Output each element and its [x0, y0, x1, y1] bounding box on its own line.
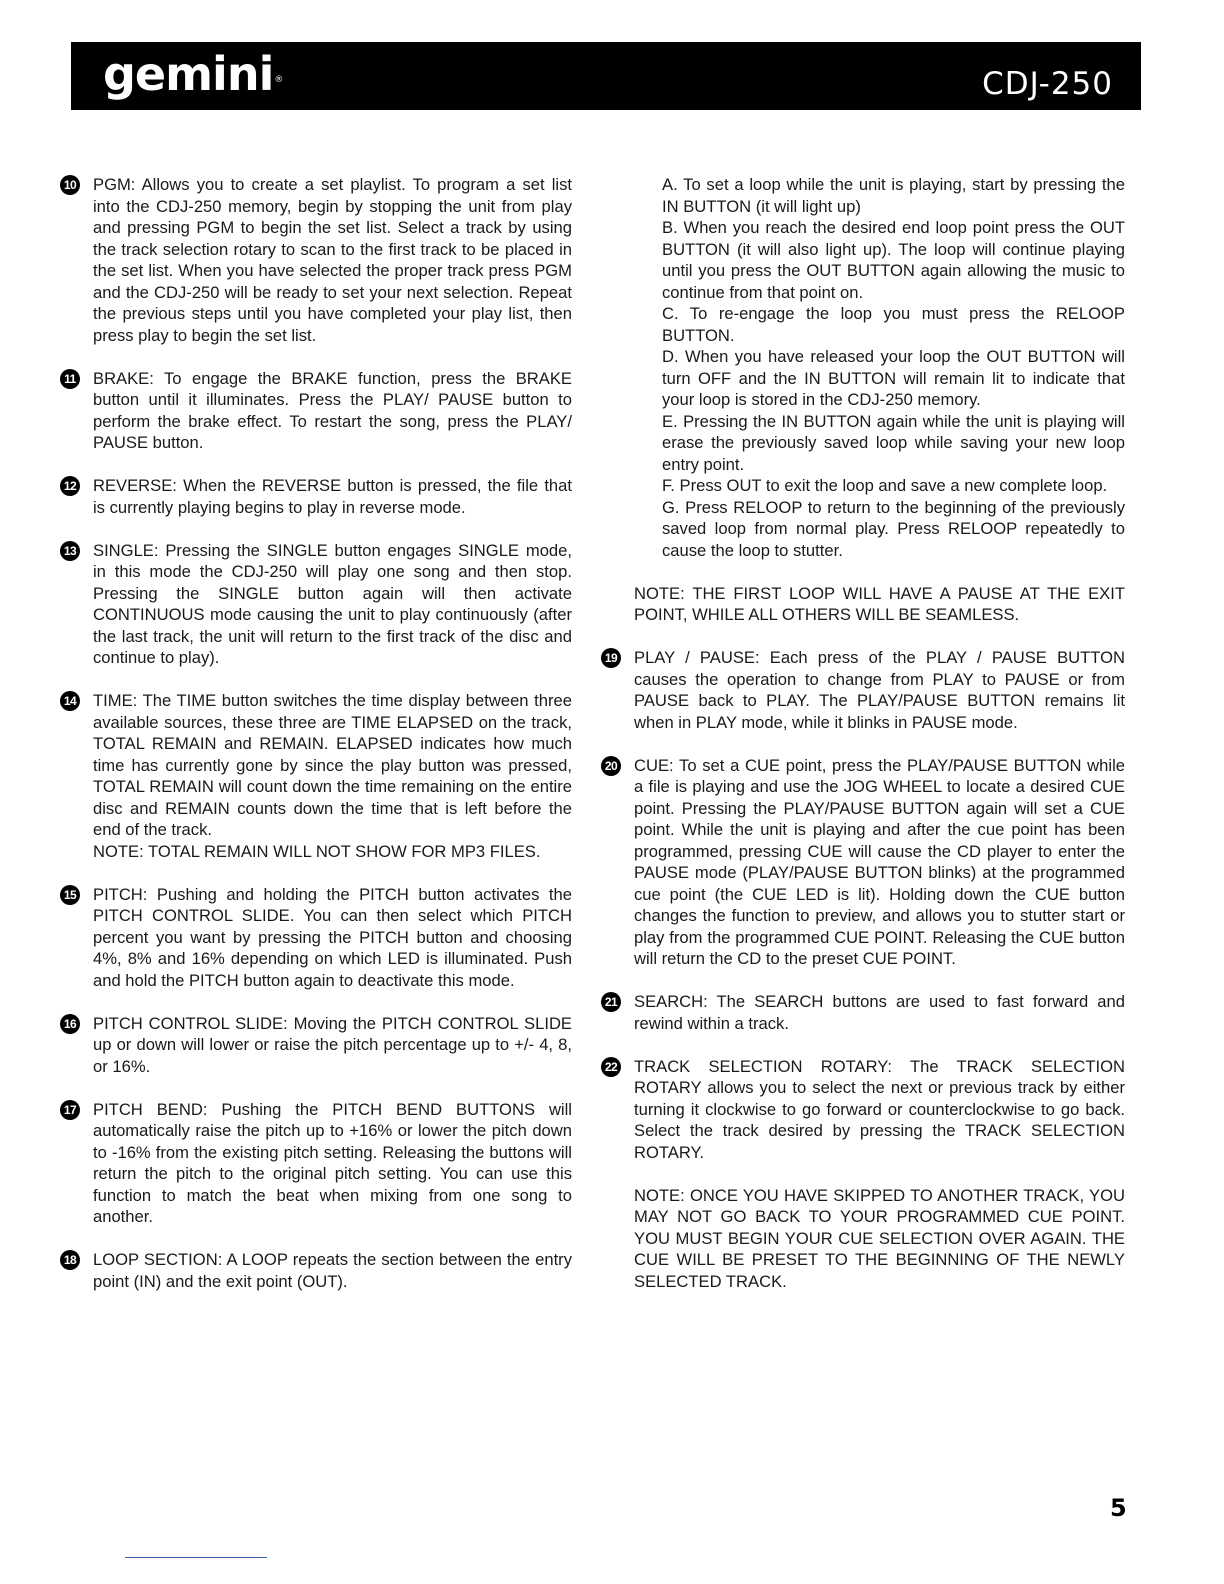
loop-step: A. To set a loop while the unit is playing, start by pressing the IN BUTTON (it will light up): [662, 175, 1125, 216]
loop-steps: [601, 174, 1125, 561]
item-text: CUE: To set a CUE point, press the PLAY/PAUSE BUTTON while a file is playing and use the JOG WHEEL to locate a desired CUE point. Pressing the PLAY/PAUSE BUTTON again will set a CUE point. While the unit is playing and after the cue point has been programmed, pressing CUE will cause the CD player to enter the PAUSE mode (PLAY/PAUSE BUTTON blinks) at the programmed cue point (the CUE LED is lit). Holding down the CUE button changes the function to preview, and allows you to stutter start or play from the programmed CUE POINT. Releasing the CUE button will return the CD to the preset CUE POINT.: [634, 755, 1125, 968]
item-number-badge: 19: [601, 648, 621, 668]
item-number-badge: 21: [601, 992, 621, 1012]
loop-step: C. To re-engage the loop you must press the RELOOP BUTTON.: [662, 304, 1125, 345]
item-number-badge: 14: [60, 691, 80, 711]
left-column: [60, 174, 572, 1314]
item-number-badge: 17: [60, 1100, 80, 1120]
item-text: PGM: Allows you to create a set playlist. To program a set list into the CDJ-250 memory, begin by stopping the unit from play and pressing PGM to begin the set list. Select a track by using the track selection rotary to scan to the first track to be placed in the set list. When you have selected the proper track press PGM and the CDJ-250 will be ready to set your next selection. Repeat the previous steps until you have completed your play list, then press play to begin the set list.: [93, 175, 572, 345]
loop-step: G. Press RELOOP to return to the beginning of the previously saved loop from normal play. Press RELOOP repeatedly to cause the loop to stutter.: [662, 497, 1125, 560]
feature-item: [60, 1099, 572, 1228]
item-note: NOTE: TOTAL REMAIN WILL NOT SHOW FOR MP3 FILES.: [93, 841, 541, 861]
item-text: REVERSE: When the REVERSE button is pressed, the file that is currently playing begins to play in reverse mode.: [93, 476, 572, 517]
item-text: BRAKE: To engage the BRAKE function, press the BRAKE button until it illuminates. Press the PLAY/ PAUSE button to perform the brake effect. To restart the song, press the PLAY/ PAUSE button.: [93, 368, 572, 452]
loop-step: F. Press OUT to exit the loop and save a new complete loop.: [662, 476, 1108, 495]
feature-item: [601, 647, 1125, 733]
feature-item: [601, 991, 1125, 1034]
feature-item: [60, 690, 572, 862]
loop-note-text: NOTE: THE FIRST LOOP WILL HAVE A PAUSE AT THE EXIT POINT, WHILE ALL OTHERS WILL BE SEAMLESS.: [634, 583, 1125, 624]
item-text: PITCH: Pushing and holding the PITCH button activates the PITCH CONTROL SLIDE. You can then select which PITCH percent you want by pressing the PITCH button and choosing 4%, 8% and 16% depending on which LED is illuminated. Push and hold the PITCH button again to deactivate this mode.: [93, 884, 572, 990]
item-number-badge: 16: [60, 1014, 80, 1034]
loop-step: D. When you have released your loop the OUT BUTTON will turn OFF and the IN BUTTON will remain lit to indicate that your loop is stored in the CDJ-250 memory.: [662, 347, 1125, 409]
feature-item: [60, 174, 572, 346]
feature-item: [60, 1249, 572, 1292]
item-text: SINGLE: Pressing the SINGLE button engages SINGLE mode, in this mode the CDJ-250 will play one song and then stop. Pressing the SINGLE button again will then activate CONTINUOUS mode causing the unit to play continuously (after the last track, the unit will return to the first track of the disc and continue to play).: [93, 540, 572, 667]
loop-step: E. Pressing the IN BUTTON again while the unit is playing will erase the previously saved loop while saving your new loop entry point.: [662, 411, 1125, 474]
model-name: CDJ-250: [982, 66, 1113, 102]
item-text: TRACK SELECTION ROTARY: The TRACK SELECTION ROTARY allows you to select the next or previous track by either turning it clockwise to go forward or counterclockwise to go back. Select the track desired by pressing the TRACK SELECTION ROTARY.: [634, 1056, 1125, 1162]
feature-item: [60, 368, 572, 454]
feature-item: [60, 475, 572, 518]
item-number-badge: 10: [60, 175, 80, 195]
loop-step: B. When you reach the desired end loop point press the OUT BUTTON (it will also light up). The loop will continue playing until you press the OUT BUTTON again allowing the music to continue from that point on.: [662, 218, 1125, 302]
brand-name: gemini: [103, 47, 274, 101]
item-text: SEARCH: The SEARCH buttons are used to fast forward and rewind within a track.: [634, 992, 1125, 1033]
trademark-symbol: ®: [274, 75, 283, 85]
item-number-badge: 20: [601, 756, 621, 776]
final-note: [601, 1185, 1125, 1293]
item-number-badge: 22: [601, 1057, 621, 1077]
final-note-text: NOTE: ONCE YOU HAVE SKIPPED TO ANOTHER TRACK, YOU MAY NOT GO BACK TO YOUR PROGRAMMED CUE POINT. YOU MUST BEGIN YOUR CUE SELECTION OVER AGAIN. THE CUE WILL BE PRESET TO THE BEGINNING OF THE NEWLY SELECTED TRACK.: [634, 1185, 1125, 1291]
feature-item: [601, 755, 1125, 970]
feature-item: [60, 884, 572, 992]
loop-note: [601, 583, 1125, 626]
footer-rule: [125, 1557, 267, 1558]
item-text: PLAY / PAUSE: Each press of the PLAY / PAUSE BUTTON causes the operation to change from PLAY to PAUSE or from PAUSE back to PLAY. The PLAY/PAUSE BUTTON remains lit when in PLAY mode, while it blinks in PAUSE mode.: [634, 648, 1125, 732]
item-text: PITCH BEND: Pushing the PITCH BEND BUTTONS will automatically raise the pitch up to +16% or lower the pitch down to -16% from the existing pitch setting. Releasing the buttons will return the pitch to the original pitch setting. You can use this function to match the beat when mixing from one song to another.: [93, 1099, 572, 1226]
feature-item: [60, 540, 572, 669]
item-text: LOOP SECTION: A LOOP repeats the section between the entry point (IN) and the exit point (OUT).: [93, 1250, 572, 1291]
item-text: PITCH CONTROL SLIDE: Moving the PITCH CONTROL SLIDE up or down will lower or raise the pitch percentage up to +/- 4, 8, or 16%.: [93, 1013, 572, 1076]
item-number-badge: 18: [60, 1250, 80, 1270]
item-number-badge: 15: [60, 885, 80, 905]
feature-item: [60, 1013, 572, 1078]
feature-item: [601, 1056, 1125, 1164]
right-column: [601, 174, 1125, 1314]
page-header: [71, 42, 1141, 110]
item-text: TIME: The TIME button switches the time display between three available sources, these three are TIME ELAPSED on the track, TOTAL REMAIN and REMAIN. ELAPSED indicates how much time has currently gone by since the play button was pressed, TOTAL REMAIN will count down the time remaining on the entire disc and REMAIN counts down the time that is left before the end of the track.: [93, 691, 572, 839]
item-number-badge: 12: [60, 476, 80, 496]
item-number-badge: 11: [60, 369, 80, 389]
gemini-logo: [103, 44, 281, 104]
item-number-badge: 13: [60, 541, 80, 561]
page-number: 5: [1110, 1494, 1127, 1522]
